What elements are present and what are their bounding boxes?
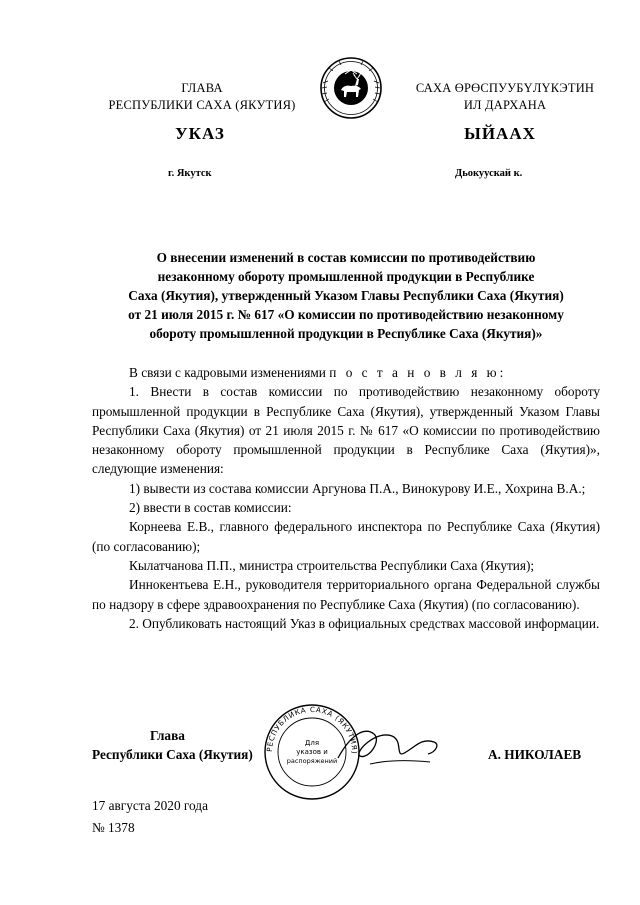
paragraph-1-1: 1) вывести из состава комиссии Аргунова П.А., Винокурову И.Е., Хохрина В.А.; bbox=[129, 480, 586, 496]
coat-of-arms-icon bbox=[319, 56, 383, 120]
preamble bbox=[92, 363, 600, 382]
doc-type-ru: УКАЗ bbox=[175, 124, 225, 143]
decree-body bbox=[92, 363, 600, 633]
header-left bbox=[82, 80, 322, 114]
title-line: О внесении изменений в состав комиссии по противодействию bbox=[156, 250, 536, 265]
stamp-center-line1: Для bbox=[304, 739, 320, 747]
stamp-center-line2: указов и bbox=[296, 748, 328, 756]
signature-title-line1: Глава bbox=[150, 728, 185, 743]
city-sakha: Дьокуускай к. bbox=[455, 168, 523, 179]
stamp-ring-text: РЕСПУБЛИКА САХА (ЯКУТИЯ) bbox=[264, 704, 360, 755]
decree-number: № 1378 bbox=[92, 820, 135, 835]
decree-title bbox=[92, 248, 600, 343]
signature-title-line2: Республики Саха (Якутия) bbox=[92, 747, 253, 762]
title-line: от 21 июля 2015 г. № 617 «О комиссии по противодействию незаконному bbox=[128, 307, 564, 322]
header-right bbox=[392, 80, 618, 114]
header-left-line2: РЕСПУБЛИКИ САХА (ЯКУТИЯ) bbox=[108, 98, 296, 112]
paragraph-1: 1. Внести в состав комиссии по противодействию незаконному обороту промышленной продукции в Республике Саха (Якутия), утвержденный Указом Главы Республики Саха (Якутия) от 21 июля 2015 г. № 617 «О комиссии по противодействию незаконному обороту промышленной продукции в Республике Саха (Якутия)», следующие изменения: bbox=[92, 384, 600, 477]
title-line: незаконному обороту промышленной продукции в Республике bbox=[157, 269, 535, 284]
decree-date: 17 августа 2020 года bbox=[92, 798, 208, 813]
header-left-line1: ГЛАВА bbox=[181, 81, 223, 95]
header-right-line1: САХА ӨРӨСПУУБҮЛҮКЭТИН bbox=[415, 81, 595, 95]
signature-name: А. НИКОЛАЕВ bbox=[488, 747, 582, 762]
member-1: Корнеева Е.В., главного федерального инспектора по Республике Саха (Якутия) (по согласованию); bbox=[92, 519, 600, 554]
stamp-center-line3: распоряжений bbox=[286, 757, 338, 765]
preamble-text: В связи с кадровыми изменениями bbox=[129, 365, 330, 380]
paragraph-1-2: 2) ввести в состав комиссии: bbox=[129, 500, 292, 516]
member-3: Иннокентьева Е.Н., руководителя территориального органа Федеральной службы по надзору в сфере здравоохранения по Республике Саха (Якутия) (по согласованию). bbox=[92, 577, 600, 612]
paragraph-2: 2. Опубликовать настоящий Указ в официальных средствах массовой информации. bbox=[129, 615, 600, 631]
header-right-line2: ИЛ ДАРХАНА bbox=[463, 98, 547, 112]
title-line: обороту промышленной продукции в Республике Саха (Якутия)» bbox=[149, 326, 543, 341]
doc-type-sakha: ЫЙААХ bbox=[464, 124, 536, 143]
member-2: Кылатчанова П.П., министра строительства Республики Саха (Якутия); bbox=[129, 557, 535, 573]
handwritten-signature bbox=[330, 716, 450, 776]
title-line: Саха (Якутия), утвержденный Указом Главы Республики Саха (Якутия) bbox=[128, 288, 564, 303]
preamble-resolve: п о с т а н о в л я ю: bbox=[329, 365, 507, 380]
city-ru: г. Якутск bbox=[168, 168, 212, 179]
